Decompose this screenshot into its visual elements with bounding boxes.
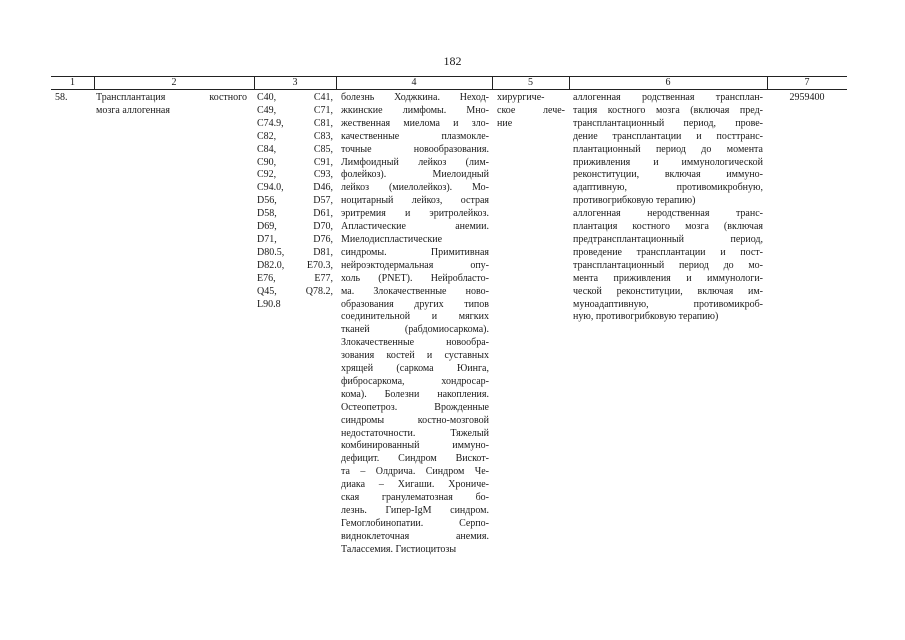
icd-code: D46, (313, 182, 333, 194)
diagnosis-line: кома). Болезни накопления. (341, 388, 489, 400)
icd-code: C93, (313, 169, 333, 181)
method-line: трансплантационный период до мо- (573, 259, 763, 271)
diagnosis-line: болезнь Ходжкина. Неход- (341, 92, 489, 103)
column-number-1: 1 (70, 77, 75, 88)
diagnosis-line: ская гранулематозная бо- (341, 492, 489, 504)
method-line: предтрансплантационный период, (573, 233, 763, 245)
method-line: тация костного мозга (включая пред- (573, 104, 763, 116)
diagnosis-line: та – Олдрича. Синдром Че- (341, 466, 489, 478)
row-number: 58. (55, 92, 68, 103)
method-line: ную, противогрибковую терапию) (573, 311, 719, 323)
diagnosis-line: точные новообразования. (341, 143, 489, 155)
icd-codes (257, 92, 333, 311)
icd-code: D71, (257, 233, 277, 245)
procedure-name-line: Трансплантация костного (96, 92, 247, 103)
icd-code: C90, (257, 156, 277, 168)
diagnosis-line: фибросаркома, хондросар- (341, 375, 489, 387)
treatment-line: ское лече- (497, 104, 565, 116)
diagnosis-line: холь (PNET). Нейробласто- (341, 272, 489, 284)
diagnosis-line: лезнь. Гипер-IgM синдром. (341, 505, 489, 516)
icd-code: E77, (314, 272, 333, 284)
column-number-5: 5 (528, 77, 533, 88)
column-number-4: 4 (411, 77, 417, 88)
diagnosis-line: жкинские лимфомы. Мно- (341, 104, 489, 116)
icd-code: C40, (257, 92, 277, 103)
procedure-name-line: мозга аллогенная (96, 104, 170, 116)
method-line: проведение трансплантации и пост- (573, 246, 763, 258)
diagnosis-line: зования костей и суставных (341, 350, 489, 362)
icd-code: D80.5, (257, 246, 285, 258)
icd-code: C49, (257, 104, 277, 116)
treatment-type (497, 92, 565, 131)
treatment-line: хирургиче- (497, 92, 545, 103)
procedure-name (96, 92, 247, 118)
diagnosis-line: видноклеточная анемия. (341, 530, 489, 542)
icd-code: L90.8 (257, 298, 281, 310)
method-line: плантационный период до момента (573, 143, 763, 155)
diagnosis-line: качественные плазмокле- (341, 130, 489, 142)
icd-code: C92, (257, 169, 277, 181)
diagnosis-line: нейроэктодермальная опу- (341, 259, 489, 271)
icd-code: C83, (313, 130, 333, 142)
method-line: мента приживления и иммунологи- (573, 272, 763, 284)
diagnosis-line: соединительной и мягких (341, 311, 489, 323)
icd-code: D70, (313, 221, 333, 233)
icd-code: C94.0, (257, 182, 284, 194)
page-number: 182 (443, 54, 462, 68)
icd-code: C82, (257, 130, 277, 142)
diagnosis-line: фолейкоз). Миелоидный (341, 169, 489, 181)
diagnosis-line: Миелодиспластические (341, 233, 443, 245)
icd-code: D57, (313, 195, 333, 207)
diagnosis-line: ма. Злокачественные ново- (341, 285, 489, 297)
method-line: аллогенная неродственная транс- (573, 208, 763, 220)
treatment-line: ние (497, 117, 513, 129)
icd-code: C81, (313, 117, 333, 129)
method-line: адаптивную, противомикробную, (573, 182, 763, 194)
diagnosis-line: Гемоглобинопатии. Серпо- (341, 517, 489, 529)
treatment-method (573, 92, 763, 324)
diagnosis-line: Лимфоидный лейкоз (лим- (341, 156, 489, 168)
icd-code: D76, (313, 233, 333, 245)
diagnosis-line: ноцитарный лейкоз, острая (341, 195, 489, 207)
icd-code: C91, (313, 156, 333, 168)
icd-code: Q45, (257, 285, 277, 297)
icd-code: C71, (313, 104, 333, 116)
diagnosis-line: Апластические анемии. (341, 221, 489, 233)
diagnosis-line: комбинированный иммуно- (341, 440, 489, 452)
diagnosis-line: образования других типов (341, 298, 489, 310)
cost-value: 2959400 (789, 92, 825, 103)
diagnosis-line: жественная миелома и зло- (341, 117, 489, 129)
diagnosis-line: недостаточности. Тяжелый (341, 427, 489, 439)
method-line: ческой реконституции, включая им- (573, 285, 763, 297)
method-line: плантация костного мозга (включая (573, 221, 763, 233)
icd-code: D58, (257, 208, 277, 220)
method-line: приживления и иммунологической (573, 156, 763, 168)
column-number-7: 7 (804, 77, 810, 88)
diagnosis-line: хрящей (саркома Юинга, (341, 363, 489, 375)
diagnosis-line: дефицит. Синдром Вискот- (341, 453, 489, 465)
diagnosis-line: Остеопетроз. Врожденные (341, 401, 489, 413)
icd-code: E70.3, (306, 259, 333, 271)
icd-code: C84, (257, 143, 277, 155)
icd-code: C41, (313, 92, 333, 103)
diagnosis-line: Злокачественные новообра- (341, 337, 489, 349)
method-line: трансплантационный период, прове- (573, 117, 763, 129)
icd-code: E76, (257, 272, 276, 284)
diagnosis-line: эритремия и эритролейкоз. (341, 208, 489, 220)
icd-code: C85, (313, 143, 333, 155)
icd-code: D82.0, (257, 259, 285, 271)
diagnosis-line: лейкоз (миелолейкоз). Мо- (341, 182, 489, 194)
diagnosis-line: Талассемия. Гистиоцитозы (341, 543, 457, 555)
icd-code: D69, (257, 221, 277, 233)
icd-code: Q78.2, (305, 285, 333, 297)
diagnosis-line: синдромы. Примитивная (341, 246, 489, 258)
method-line: реконституции, включая иммуно- (573, 169, 763, 181)
method-line: дение трансплантации и посттранс- (573, 130, 763, 142)
method-line: противогрибковую терапию) (573, 195, 696, 207)
icd-code: D81, (313, 246, 333, 258)
diagnosis-text (341, 92, 489, 557)
column-number-2: 2 (171, 77, 177, 88)
column-number-3: 3 (292, 77, 298, 88)
icd-code: D61, (313, 208, 333, 220)
method-line: муноадаптивную, противомикроб- (573, 298, 763, 310)
method-line: аллогенная родственная трансплан- (573, 92, 763, 103)
diagnosis-line: диака – Хигаши. Хрониче- (341, 479, 489, 491)
column-number-6: 6 (665, 77, 671, 88)
icd-code: D56, (257, 195, 277, 207)
icd-code: C74.9, (257, 117, 284, 129)
diagnosis-line: тканей (рабдомиосаркома). (341, 324, 489, 336)
header-bottom-border (51, 89, 847, 90)
diagnosis-line: синдромы костно-мозговой (341, 414, 489, 426)
